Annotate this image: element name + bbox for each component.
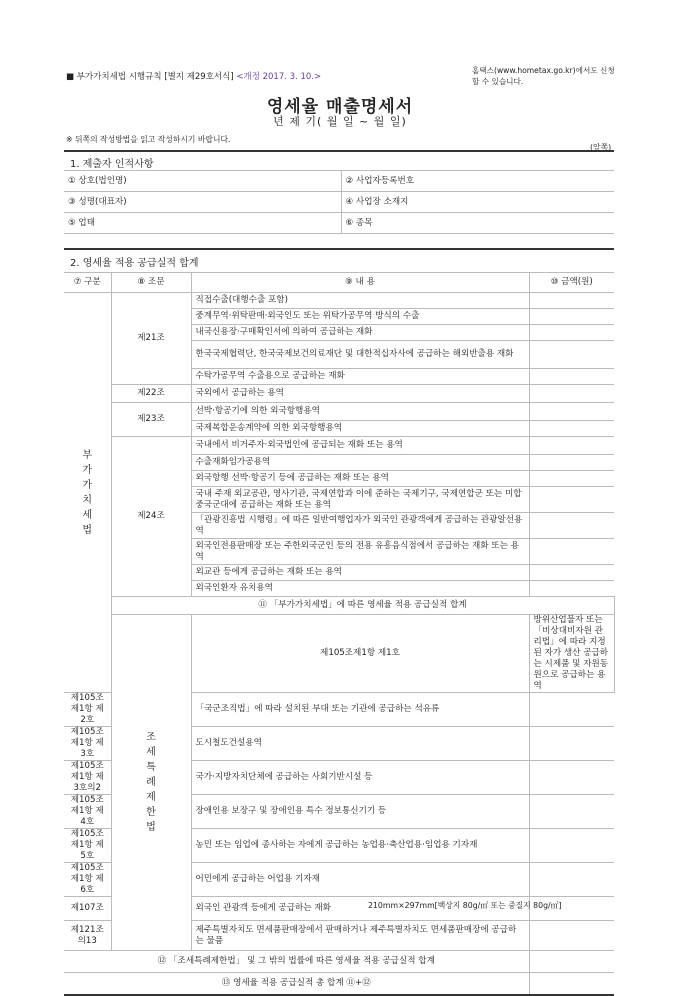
vat-act-group: 부 가 가 치 세 법 bbox=[64, 293, 111, 693]
section1-heading: 1. 제출자 인적사항 bbox=[70, 159, 154, 170]
page-side-label: (앞쪽) bbox=[590, 143, 612, 152]
field-business-item[interactable]: ⑥ 종목 bbox=[341, 213, 614, 234]
amount-cell[interactable] bbox=[529, 565, 614, 581]
col-amount: ⑩ 금액(원) bbox=[529, 273, 614, 293]
revision-date: <개정 2017. 3. 10.> bbox=[236, 72, 322, 82]
amount-cell[interactable] bbox=[529, 471, 614, 487]
content-item: 국외에서 공급하는 용역 bbox=[191, 385, 529, 403]
col-gubun: ⑦ 구분 bbox=[64, 273, 111, 293]
form-ref-text: ■ 부가가치세법 시행규칙 [별지 제29호서식] bbox=[66, 72, 234, 82]
special-content: 어민에게 공급하는 어업용 기자재 bbox=[191, 863, 529, 897]
special-article: 제105조제1항 제3호 bbox=[64, 727, 111, 761]
special-article: 제105조제1항 제6호 bbox=[64, 863, 111, 897]
content-item: 한국국제협력단, 한국국제보건의료재단 및 대한적십자사에 공급하는 해외반출용 재화 bbox=[191, 341, 529, 369]
content-item: 국제복합운송계약에 의한 외국항행용역 bbox=[191, 421, 529, 437]
vat-total-label: ⑪ 「부가가치세법」에 따른 영세율 적용 공급실적 합계 bbox=[111, 597, 614, 615]
period-line: 년 제 기( 월 일 ~ 월 일) bbox=[273, 115, 407, 128]
article-22: 제22조 bbox=[111, 385, 191, 403]
section2-heading: 2. 영세율 적용 공급실적 합계 bbox=[70, 258, 199, 269]
divider bbox=[64, 248, 614, 250]
special-content: 「국군조직법」에 따라 설치된 부대 또는 기관에 공급하는 석유류 bbox=[191, 693, 529, 727]
special-article: 제105조제1항 제1호 bbox=[191, 615, 529, 693]
hometax-note: 홈택스(www.hometax.go.kr)에서도 신청할 수 있습니다. bbox=[472, 66, 615, 86]
amount-cell[interactable] bbox=[529, 309, 614, 325]
content-item: 외국인전용판매장 또는 주한외국군인 등의 전용 유흥음식점에서 공급하는 재화 또는 용역 bbox=[191, 539, 529, 565]
form-reference bbox=[66, 70, 321, 82]
field-representative[interactable]: ③ 성명(대표자) bbox=[64, 192, 341, 213]
special-total-label: ⑫ 「조세특례제한법」 및 그 밖의 법률에 따른 영세율 적용 공급실적 합계 bbox=[64, 951, 529, 973]
special-content: 농민 또는 임업에 종사하는 자에게 공급하는 농업용·축산업용·임업용 기자재 bbox=[191, 829, 529, 863]
amount-cell[interactable] bbox=[529, 581, 614, 597]
special-article: 제105조제1항 제4호 bbox=[64, 795, 111, 829]
page-title: 영세율 매출명세서 bbox=[266, 97, 414, 117]
amount-cell[interactable] bbox=[529, 293, 614, 309]
content-item: 「관광진흥법 시행령」에 따른 일반여행업자가 외국인 관광객에게 공급하는 관광알선용역 bbox=[191, 513, 529, 539]
divider bbox=[64, 150, 614, 152]
special-content: 외국인 관광객 등에게 공급하는 재화 bbox=[191, 897, 529, 921]
content-item: 수출재화임가공용역 bbox=[191, 455, 529, 471]
instruction-note: ※ 뒤쪽의 작성방법을 읽고 작성하시기 바랍니다. bbox=[66, 135, 231, 144]
special-content: 도시철도건설용역 bbox=[191, 727, 529, 761]
special-article: 제105조제1항 제3호의2 bbox=[64, 761, 111, 795]
special-article: 제121조의13 bbox=[64, 921, 111, 951]
content-item: 직접수출(대행수출 포함) bbox=[191, 293, 529, 309]
amount-cell[interactable] bbox=[529, 369, 614, 385]
field-business-type[interactable]: ⑤ 업태 bbox=[64, 213, 341, 234]
col-article: ⑧ 조문 bbox=[111, 273, 191, 293]
special-article: 제105조제1항 제2호 bbox=[64, 693, 111, 727]
amount-cell[interactable] bbox=[529, 539, 614, 565]
amount-cell[interactable] bbox=[529, 325, 614, 341]
amount-cell[interactable] bbox=[529, 437, 614, 455]
amount-cell[interactable] bbox=[529, 455, 614, 471]
grand-total-label: ⑬ 영세율 적용 공급실적 총 합계 ⑪+⑫ bbox=[64, 973, 529, 995]
submitter-info-table bbox=[64, 170, 614, 234]
content-item: 외국항행 선박·항공기 등에 공급하는 재화 또는 용역 bbox=[191, 471, 529, 487]
content-item: 국내에서 비거주자·외국법인에 공급되는 재화 또는 용역 bbox=[191, 437, 529, 455]
grand-total-amount[interactable] bbox=[529, 973, 614, 995]
amount-cell[interactable] bbox=[529, 829, 614, 863]
special-article: 제105조제1항 제5호 bbox=[64, 829, 111, 863]
col-content: ⑨ 내 용 bbox=[191, 273, 529, 293]
field-company-name[interactable]: ① 상호(법인명) bbox=[64, 171, 341, 192]
field-business-number[interactable]: ② 사업자등록번호 bbox=[341, 171, 614, 192]
content-item: 외국인환자 유치용역 bbox=[191, 581, 529, 597]
amount-cell[interactable] bbox=[529, 921, 614, 951]
content-item: 중계무역·위탁판매·외국인도 또는 위탁가공무역 방식의 수출 bbox=[191, 309, 529, 325]
amount-cell[interactable] bbox=[529, 385, 614, 403]
paper-size-note: 210mm×297mm[백상지 80g/㎡ 또는 중질지 80g/㎡] bbox=[368, 901, 562, 910]
zero-rate-supply-table bbox=[64, 272, 614, 996]
content-item: 국내 주재 외교공관, 영사기관, 국제연합과 이에 준하는 국제기구, 국제연합군 또는 미합중국군대에 공급하는 재화 또는 용역 bbox=[191, 487, 529, 513]
article-23: 제23조 bbox=[111, 403, 191, 437]
amount-cell[interactable] bbox=[529, 795, 614, 829]
amount-cell[interactable] bbox=[529, 421, 614, 437]
field-business-address[interactable]: ④ 사업장 소재지 bbox=[341, 192, 614, 213]
special-content: 국가·지방자치단체에 공급하는 사회기반시설 등 bbox=[191, 761, 529, 795]
content-item: 선박·항공기에 의한 외국항행용역 bbox=[191, 403, 529, 421]
article-24: 제24조 bbox=[111, 437, 191, 597]
amount-cell[interactable] bbox=[529, 727, 614, 761]
amount-cell[interactable] bbox=[529, 403, 614, 421]
special-tax-act-group: 조 세 특 례 제 한 법 bbox=[111, 615, 191, 951]
content-item: 외교관 등에게 공급하는 재화 또는 용역 bbox=[191, 565, 529, 581]
amount-cell[interactable] bbox=[529, 341, 614, 369]
special-article: 제107조 bbox=[64, 897, 111, 921]
special-content: 제주특별자치도 면세품판매장에서 판매하거나 제주특별자치도 면세품판매장에 공급하는 물품 bbox=[191, 921, 529, 951]
amount-cell[interactable] bbox=[529, 761, 614, 795]
content-item: 수탁가공무역 수출용으로 공급하는 재화 bbox=[191, 369, 529, 385]
article-21: 제21조 bbox=[111, 293, 191, 385]
amount-cell[interactable] bbox=[529, 513, 614, 539]
amount-cell[interactable] bbox=[529, 863, 614, 897]
content-item: 내국신용장·구매확인서에 의하여 공급하는 재화 bbox=[191, 325, 529, 341]
amount-cell[interactable] bbox=[529, 487, 614, 513]
amount-cell[interactable] bbox=[529, 693, 614, 727]
special-content: 장애인용 보장구 및 장애인용 특수 정보통신기기 등 bbox=[191, 795, 529, 829]
special-content: 방위산업물자 또는 「비상대비자원 관리법」에 따라 지정된 자가 생산 공급하는 시제품 및 자원동원으로 공급하는 용역 bbox=[529, 615, 614, 693]
